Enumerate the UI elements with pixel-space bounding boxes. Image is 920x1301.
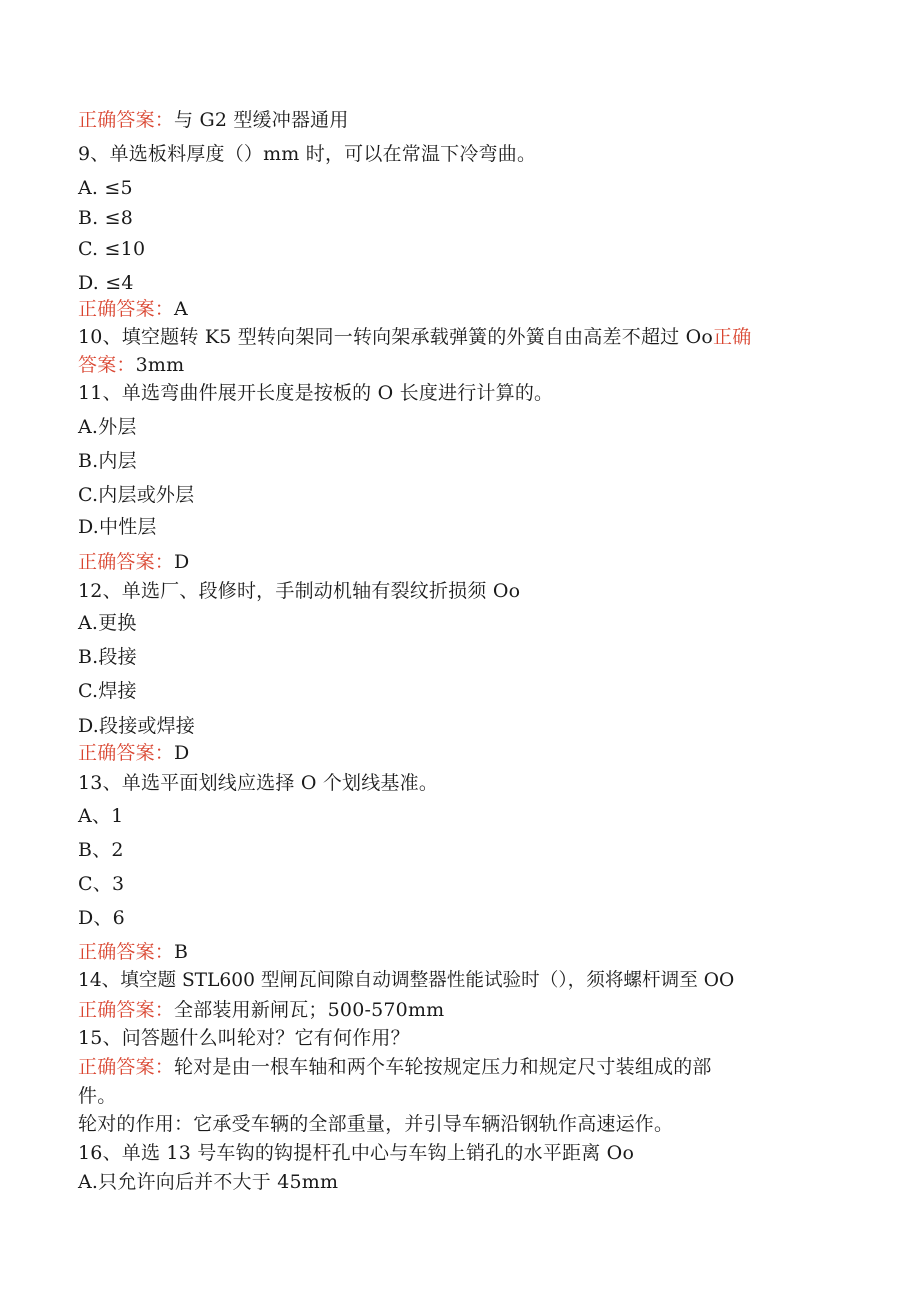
option-text: A.外层 (78, 416, 137, 438)
question-text: 9、单选板料厚度（）mm 时，可以在常温下冷弯曲。 (78, 143, 537, 165)
answer-label: 正确答案： (78, 1056, 175, 1078)
option-text: C.焊接 (78, 680, 137, 702)
answer-label: 答案： (78, 354, 136, 376)
answer-text: 与 G2 型缓冲器通用 (174, 109, 349, 131)
option-line (78, 679, 137, 703)
answer-line (78, 940, 188, 964)
answer-line (78, 1055, 712, 1079)
option-line (78, 1170, 338, 1194)
option-line (78, 714, 195, 738)
option-text: C、3 (78, 873, 125, 895)
option-line (78, 483, 194, 507)
option-line (78, 804, 123, 828)
question-text: 11、单选弯曲件展开长度是按板的 O 长度进行计算的。 (78, 382, 554, 404)
question-text: 12、单选厂、段修时，手制动机轴有裂纹折损须 Oo (78, 580, 521, 602)
question-text: 14、填空题 STL600 型闸瓦间隙自动调整器性能试验时（），须将螺杆调至 OO (78, 970, 735, 991)
option-text: B、2 (78, 839, 124, 861)
answer-label: 正确答案： (78, 999, 175, 1021)
answer-label: 正确答案： (78, 109, 175, 131)
option-text: A. ≤5 (78, 177, 133, 199)
option-text: B.段接 (78, 646, 137, 668)
question-text: 16、单选 13 号车钩的钩提杆孔中心与车钩上销孔的水平距离 Oo (78, 1142, 635, 1164)
option-text: D.段接或焊接 (78, 715, 195, 737)
question-9 (78, 142, 536, 166)
option-line (78, 645, 137, 669)
option-text: C.内层或外层 (78, 484, 195, 506)
question-16 (78, 1141, 634, 1165)
option-text: C. ≤10 (78, 238, 146, 260)
answer-label: 正确 (713, 326, 752, 348)
option-text: A、1 (78, 805, 124, 827)
option-line (78, 449, 137, 473)
option-line (78, 515, 157, 539)
option-line (78, 872, 124, 896)
answer-text: D (174, 742, 190, 764)
answer-text: 轮对是由一根车轴和两个车轮按规定压力和规定尺寸装组成的部 (174, 1056, 712, 1078)
option-line (78, 611, 137, 635)
answer-line (78, 108, 349, 132)
question-text: 13、单选平面划线应选择 O 个划线基准。 (78, 772, 439, 794)
answer-label: 正确答案： (78, 742, 175, 764)
answer-line (78, 998, 444, 1022)
question-12 (78, 579, 520, 603)
option-text: D.中性层 (78, 516, 157, 538)
answer-continuation (78, 1112, 673, 1136)
option-line (78, 271, 134, 295)
question-13 (78, 771, 438, 795)
option-text: D. ≤4 (78, 272, 134, 294)
question-15 (78, 1026, 410, 1050)
option-line (78, 176, 133, 200)
answer-continuation (78, 1084, 116, 1108)
option-line (78, 206, 133, 230)
option-text: B.内层 (78, 450, 137, 472)
answer-text: D (174, 551, 190, 573)
question-14 (78, 969, 734, 993)
option-text: A.更换 (78, 612, 137, 634)
answer-line (78, 741, 189, 765)
answer-label: 正确答案： (78, 551, 175, 573)
answer-text: A (174, 298, 188, 320)
option-line (78, 237, 145, 261)
answer-text: B (174, 941, 189, 963)
answer-text: 3mm (135, 354, 185, 376)
question-11 (78, 381, 553, 405)
option-text: B. ≤8 (78, 207, 134, 229)
option-line (78, 838, 124, 862)
answer-label: 正确答案： (78, 298, 175, 320)
answer-label: 正确答案： (78, 941, 175, 963)
answer-text: 件。 (78, 1085, 117, 1107)
option-text: D、6 (78, 907, 125, 929)
option-line (78, 415, 137, 439)
answer-line (78, 550, 189, 574)
answer-text: 全部装用新闸瓦；500-570mm (174, 999, 445, 1021)
answer-line (78, 353, 184, 377)
question-10 (78, 325, 751, 349)
question-text: 15、问答题什么叫轮对？它有何作用？ (78, 1027, 410, 1049)
answer-text: 轮对的作用：它承受车辆的全部重量，并引导车辆沿钢轨作高速运作。 (78, 1113, 674, 1135)
option-line (78, 906, 125, 930)
answer-line (78, 297, 188, 321)
question-text: 10、填空题转 K5 型转向架同一转向架承载弹簧的外簧自由高差不超过 Oo (78, 326, 713, 348)
option-text: A.只允许向后并不大于 45mm (78, 1171, 339, 1193)
